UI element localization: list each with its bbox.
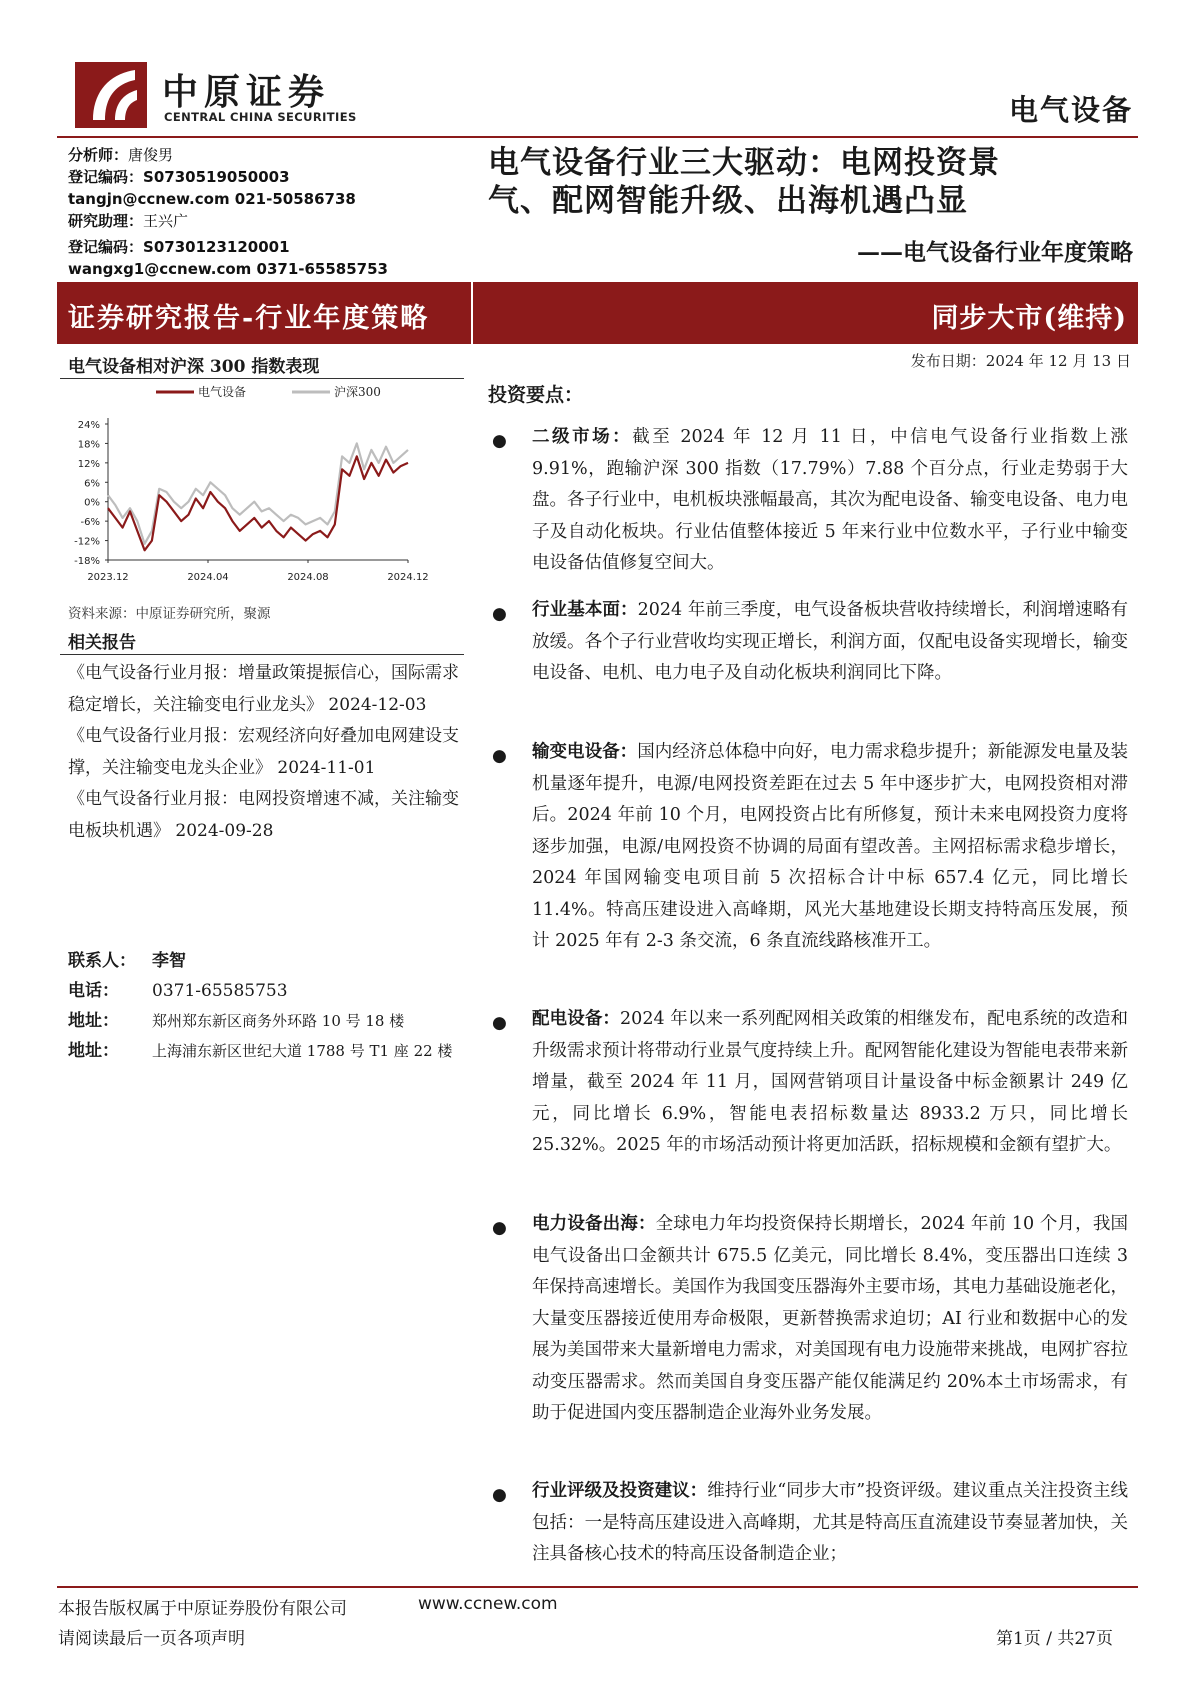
y-tick-label: -12%	[74, 536, 100, 548]
y-tick-label: 6%	[84, 478, 100, 490]
x-tick-label: 2024.12	[387, 572, 429, 583]
related-report-item[interactable]: 《电气设备行业月报：电网投资增速不减，关注输变电板块机遇》 2024-09-28	[68, 789, 459, 841]
contact-address: 地址： 郑州郑东新区商务外环路 10 号 18 楼	[68, 1011, 405, 1031]
website-link[interactable]: www.ccnew.com	[418, 1594, 558, 1614]
y-tick-label: 0%	[84, 497, 100, 509]
report-type: 证券研究报告-行业年度策略	[68, 303, 430, 334]
banner-divider	[471, 282, 473, 344]
relative-performance-chart	[60, 384, 464, 596]
analyst-row: tangjn@ccnew.com 021-50586738	[68, 190, 356, 208]
related-report-item[interactable]: 《电气设备行业月报：宏观经济向好叠加电网建设支撑，关注输变电龙头企业》 2024-11-01	[68, 726, 459, 778]
bullet-icon: ●	[492, 604, 507, 624]
page-number: 第1页 / 共27页	[996, 1629, 1113, 1649]
analyst-row: wangxg1@ccnew.com 0371-65585753	[68, 260, 388, 278]
rating: 同步大市(维持)	[931, 303, 1127, 334]
analyst-row: 登记编码：S0730123120001	[68, 238, 290, 256]
legend-label: 沪深300	[334, 385, 381, 399]
y-tick-label: 24%	[77, 420, 100, 431]
bullet-icon: ●	[492, 1013, 507, 1033]
y-tick-label: 12%	[77, 458, 100, 470]
industry-tag: 电气设备	[1008, 93, 1133, 127]
related-reports-title: 相关报告	[68, 633, 136, 653]
key-points-title: 投资要点：	[488, 384, 584, 406]
logo-mark-icon	[75, 62, 147, 128]
disclaimer: 请阅读最后一页各项声明	[58, 1629, 245, 1649]
x-tick-label: 2023.12	[87, 572, 129, 583]
chart-title: 电气设备相对沪深 300 指数表现	[68, 357, 320, 377]
contact-phone: 电话： 0371-65585753	[68, 981, 288, 1001]
footer-rule	[57, 1586, 1138, 1588]
key-point: 二级市场：截至 2024 年 12 月 11 日，中信电气设备行业指数上涨 9.91%，跑输沪深 300 指数（17.79%）7.88 个百分点，行业走势弱于大盘。各子行业中，电机板块涨幅最高，其次为配电设备、输变电设备、电力电子及自动化板块。行业估值整体接近 5 年来行业中位数水平，子行业中输变电设备估值修复空间大。	[532, 427, 1128, 573]
key-point: 配电设备：2024 年以来一系列配网相关政策的相继发布，配电系统的改造和升级需求预计将带动行业景气度持续上升。配网智能化建设为智能电表带来新增量，截至 2024 年 11 月，国网营销项目计量设备中标金额累计 249 亿元，同比增长 6.9%，智能电表招标数量达 8933.2 万只，同比增长 25.32%。2025 年的市场活动预计将更加活跃，招标规模和金额有望扩大。	[532, 1009, 1128, 1155]
y-tick-label: -6%	[80, 517, 100, 529]
logo-english: CENTRAL CHINA SECURITIES	[164, 110, 357, 124]
key-point: 输变电设备：国内经济总体稳中向好，电力需求稳步提升；新能源发电量及装机量逐年提升，电源/电网投资差距在过去 5 年中逐步扩大，电网投资相对滞后。2024 年前 10 个月，电网投资占比有所修复，预计未来电网投资力度将逐步加强，电源/电网投资不协调的局面有望改善。主网招标需求稳步增长，2024 年国网输变电项目前 5 次招标合计中标 657.4 亿元，同比增长 11.4%。特高压建设进入高峰期，风光大基地建设长期支持特高压发展，预计 2025 年有 2-3 条交流，6 条直流线路核准开工。	[532, 742, 1129, 951]
analyst-row: 登记编码：S0730519050003	[68, 168, 290, 186]
bullet-icon: ●	[492, 746, 507, 766]
contact-person: 联系人： 李智	[68, 951, 186, 971]
copyright: 本报告版权属于中原证券股份有限公司	[58, 1599, 347, 1619]
related-rule	[60, 654, 464, 655]
logo-chinese: 中原证券	[162, 71, 331, 113]
report-subtitle: ——电气设备行业年度策略	[857, 239, 1133, 266]
key-point: 行业基本面：2024 年前三季度，电气设备板块营收持续增长，利润增速略有放缓。各个子行业营收均实现正增长，利润方面，仅配电设备实现增长，输变电设备、电机、电力电子及自动化板块利润同比下降。	[532, 600, 1128, 683]
y-tick-label: 18%	[77, 439, 100, 451]
report-title: 电气设备行业三大驱动：电网投资景 气、配网智能升级、出海机遇凸显	[488, 145, 1000, 219]
related-reports-list	[68, 658, 464, 847]
x-tick-label: 2024.08	[287, 572, 329, 583]
key-point: 行业评级及投资建议：维持行业“同步大市”投资评级。建议重点关注投资主线包括：一是特高压建设进入高峰期，尤其是特高压直流建设节奏显著加快，关注具备核心技术的特高压设备制造企业；	[532, 1481, 1128, 1564]
header-rule	[57, 136, 1138, 138]
bullet-icon: ●	[492, 1485, 507, 1505]
series-line-electrical	[108, 456, 408, 550]
chart-source: 资料来源：中原证券研究所，聚源	[68, 606, 271, 622]
publish-date: 发布日期：2024 年 12 月 13 日	[910, 352, 1131, 370]
related-report-item[interactable]: 《电气设备行业月报：增量政策提振信心，国际需求稳定增长，关注输变电行业龙头》 2024-12-03	[68, 663, 459, 715]
bullet-icon: ●	[492, 1218, 507, 1238]
x-tick-label: 2024.04	[187, 572, 229, 583]
legend-label: 电气设备	[198, 385, 247, 399]
analyst-row: 研究助理：王兴广	[68, 212, 189, 230]
analyst-row: 分析师：唐俊男	[68, 146, 174, 164]
key-point: 电力设备出海：全球电力年均投资保持长期增长，2024 年前 10 个月，我国电气设备出口金额共计 675.5 亿美元，同比增长 8.4%，变压器出口连续 3 年保持高速增长。美国作为我国变压器海外主要市场，其电力基础设施老化，大量变压器接近使用寿命极限，更新替换需求迫切；AI 行业和数据中心的发展为美国带来大量新增电力需求，对美国现有电力设施带来挑战，电网扩容拉动变压器需求。然而美国自身变压器产能仅能满足约 20%本土市场需求，有助于促进国内变压器制造企业海外业务发展。	[532, 1214, 1129, 1423]
contact-address: 地址： 上海浦东新区世纪大道 1788 号 T1 座 22 楼	[68, 1041, 453, 1061]
bullet-icon: ●	[492, 431, 507, 451]
y-tick-label: -18%	[74, 556, 100, 567]
chart-title-rule	[60, 378, 464, 379]
